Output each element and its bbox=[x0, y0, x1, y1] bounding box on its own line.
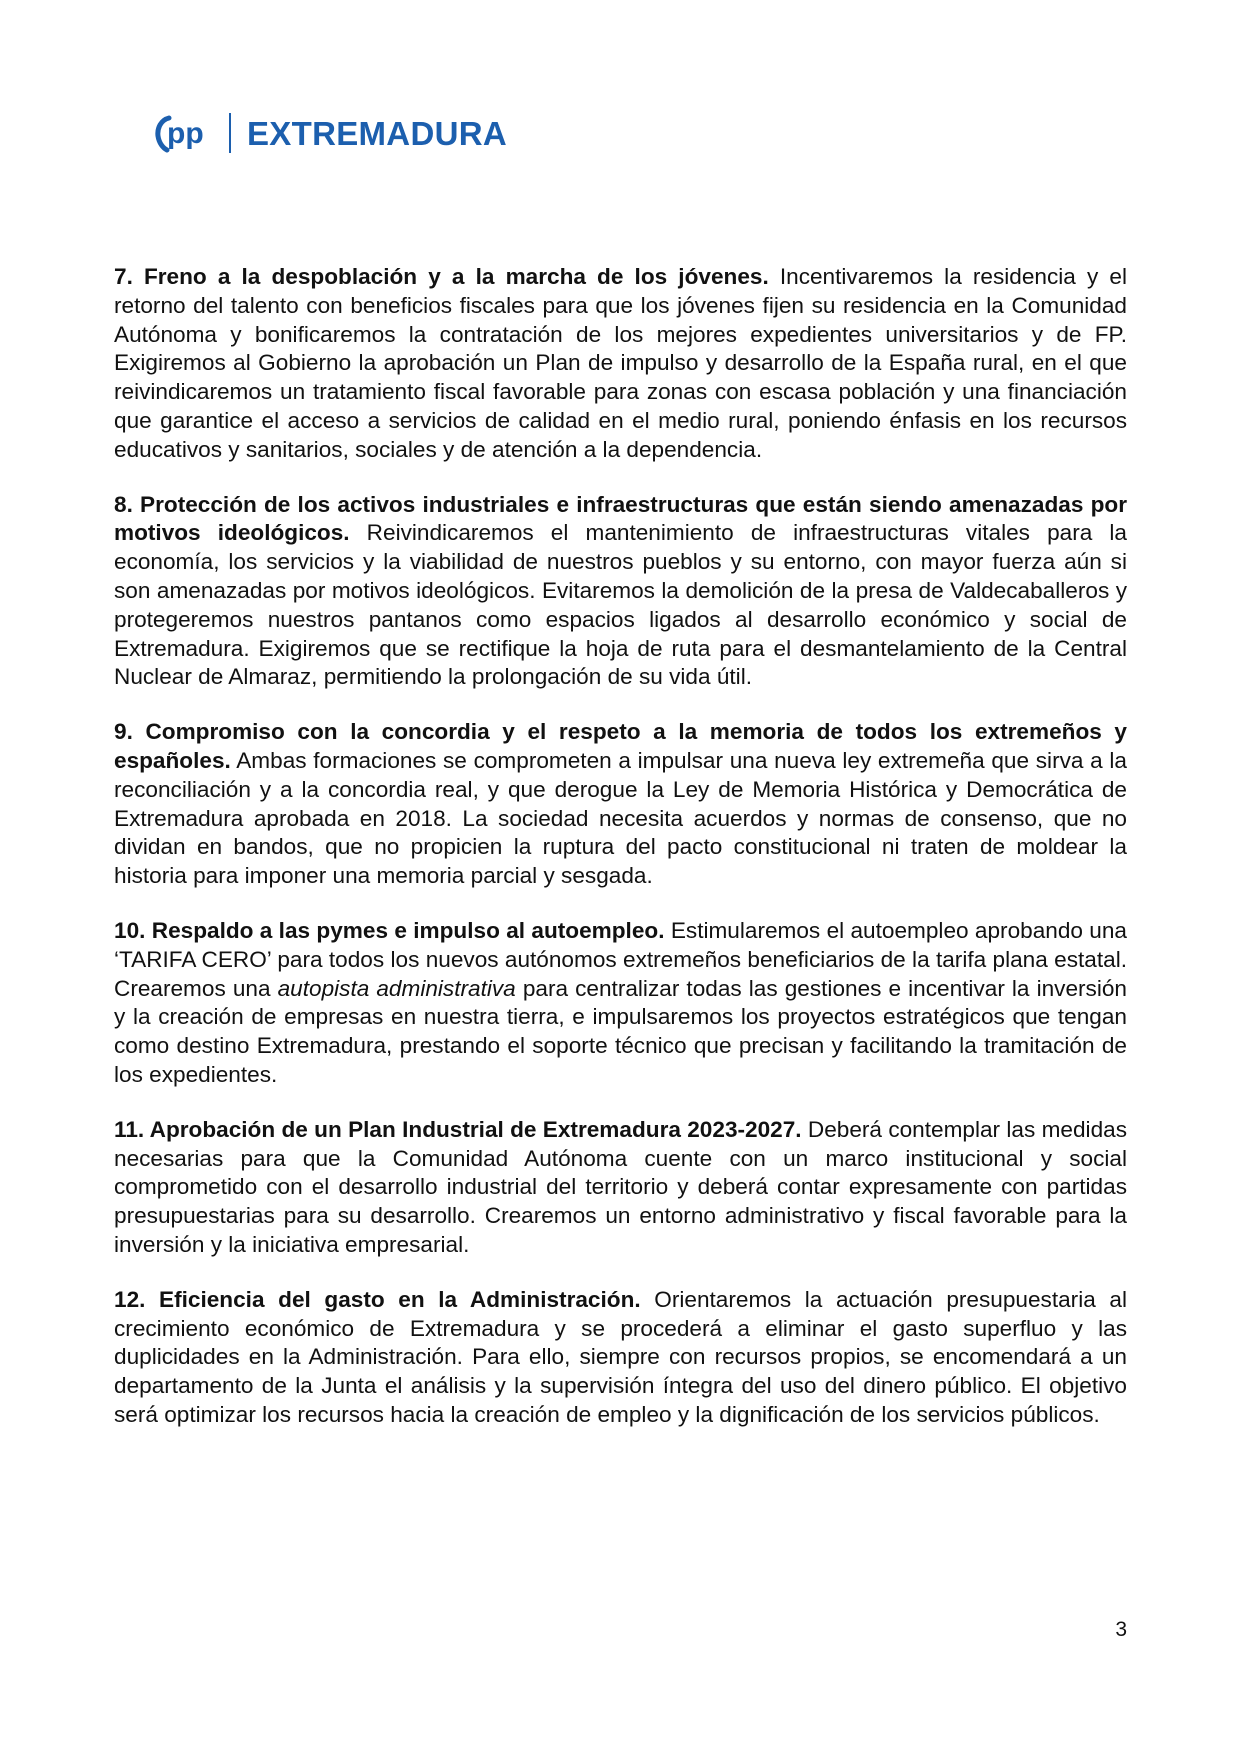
section-11 bbox=[114, 1116, 1127, 1260]
section-8 bbox=[114, 491, 1127, 693]
pp-logo-icon bbox=[155, 110, 219, 156]
section-8-body: Reivindicaremos el mantenimiento de infraestructuras vitales para la economía, los servicios y la viabilidad de nuestros pueblos y su entorno, con mayor fuerza aún si son amenazadas por motivos ideológicos. Evitaremos la demolición de la presa de Valdecaballeros y protegeremos nuestros pantanos como espacios ligados al desarrollo económico y social de Extremadura. Exigiremos que se rectifique la hoja de ruta para el desmantelamiento de la Central Nuclear de Almaraz, permitiendo la prolongación de su vida útil. bbox=[114, 520, 1127, 690]
document-header bbox=[155, 108, 507, 158]
section-10-title: 10. Respaldo a las pymes e impulso al autoempleo. bbox=[114, 917, 665, 943]
document-body bbox=[114, 263, 1127, 1456]
section-9-title: 9. Compromiso con la concordia y el respeto a la memoria de todos los extremeños y españoles. bbox=[114, 719, 1127, 773]
section-11-body: Deberá contemplar las medidas necesarias para que la Comunidad Autónoma cuente con un marco institucional y social comprometido con el desarrollo industrial del territorio y deberá contar expresamente con partidas presupuestarias para su desarrollo. Crearemos un entorno administrativo y fiscal favorable para la inversión y la iniciativa empresarial. bbox=[114, 1116, 1127, 1257]
section-11-title: 11. Aprobación de un Plan Industrial de Extremadura 2023-2027. bbox=[114, 1116, 802, 1142]
page-number: 3 bbox=[1115, 1618, 1127, 1641]
section-8-title: 8. Protección de los activos industriales e infraestructuras que están siendo amenazadas por motivos ideológicos. bbox=[114, 491, 1127, 546]
section-10-body-before: Estimularemos el autoempleo aprobando una ‘TARIFA CERO’ para todos los nuevos autónomos extremeños beneficiarios de la tarifa plana estatal. Crearemos una bbox=[114, 917, 1127, 1001]
section-12-body: Orientaremos la actuación presupuestaria al crecimiento económico de Extremadura y se procederá a eliminar el gasto superfluo y las duplicidades en la Administración. Para ello, siempre con recursos propios, se encomendará a un departamento de la Junta el análisis y la supervisión íntegra del uso del dinero público. El objetivo será optimizar los recursos hacia la creación de empleo y la dignificación de los servicios públicos. bbox=[114, 1286, 1127, 1427]
section-7 bbox=[114, 263, 1127, 465]
logo-divider bbox=[229, 113, 231, 153]
svg-text:pp: pp bbox=[167, 117, 204, 150]
section-9 bbox=[114, 718, 1127, 891]
section-9-body: Ambas formaciones se comprometen a impulsar una nueva ley extremeña que sirva a la reconciliación y a la concordia real, y que derogue la Ley de Memoria Histórica y Democrática de Extremadura aprobada en 2018. La sociedad necesita acuerdos y normas de consenso, que no dividan en bandos, que no propicien la ruptura del pacto constitucional ni traten de moldear la historia para imponer una memoria parcial y sesgada. bbox=[114, 747, 1127, 889]
section-10-body-after: para centralizar todas las gestiones e incentivar la inversión y la creación de empresas en nuestra tierra, e impulsaremos los proyectos estratégicos que tengan como destino Extremadura, prestando el soporte técnico que precisan y facilitando la tramitación de los expedientes. bbox=[114, 975, 1127, 1087]
region-name: EXTREMADURA bbox=[247, 114, 507, 152]
section-10-body-italic: autopista administrativa bbox=[277, 975, 516, 1001]
section-7-title: 7. Freno a la despoblación y a la marcha de los jóvenes. bbox=[114, 264, 769, 289]
section-12 bbox=[114, 1286, 1127, 1430]
section-7-body: Incentivaremos la residencia y el retorno del talento con beneficios fiscales para que los jóvenes fijen su residencia en la Comunidad Autónoma y bonificaremos la contratación de los mejores expedientes universitarios y de FP. Exigiremos al Gobierno la aprobación un Plan de impulso y desarrollo de la España rural, en el que reivindicaremos un tratamiento fiscal favorable para zonas con escasa población y una financiación que garantice el acceso a servicios de calidad en el medio rural, poniendo énfasis en los recursos educativos y sanitarios, sociales y de atención a la dependencia. bbox=[114, 264, 1127, 462]
section-10 bbox=[114, 917, 1127, 1090]
section-12-title: 12. Eficiencia del gasto en la Administración. bbox=[114, 1286, 641, 1312]
